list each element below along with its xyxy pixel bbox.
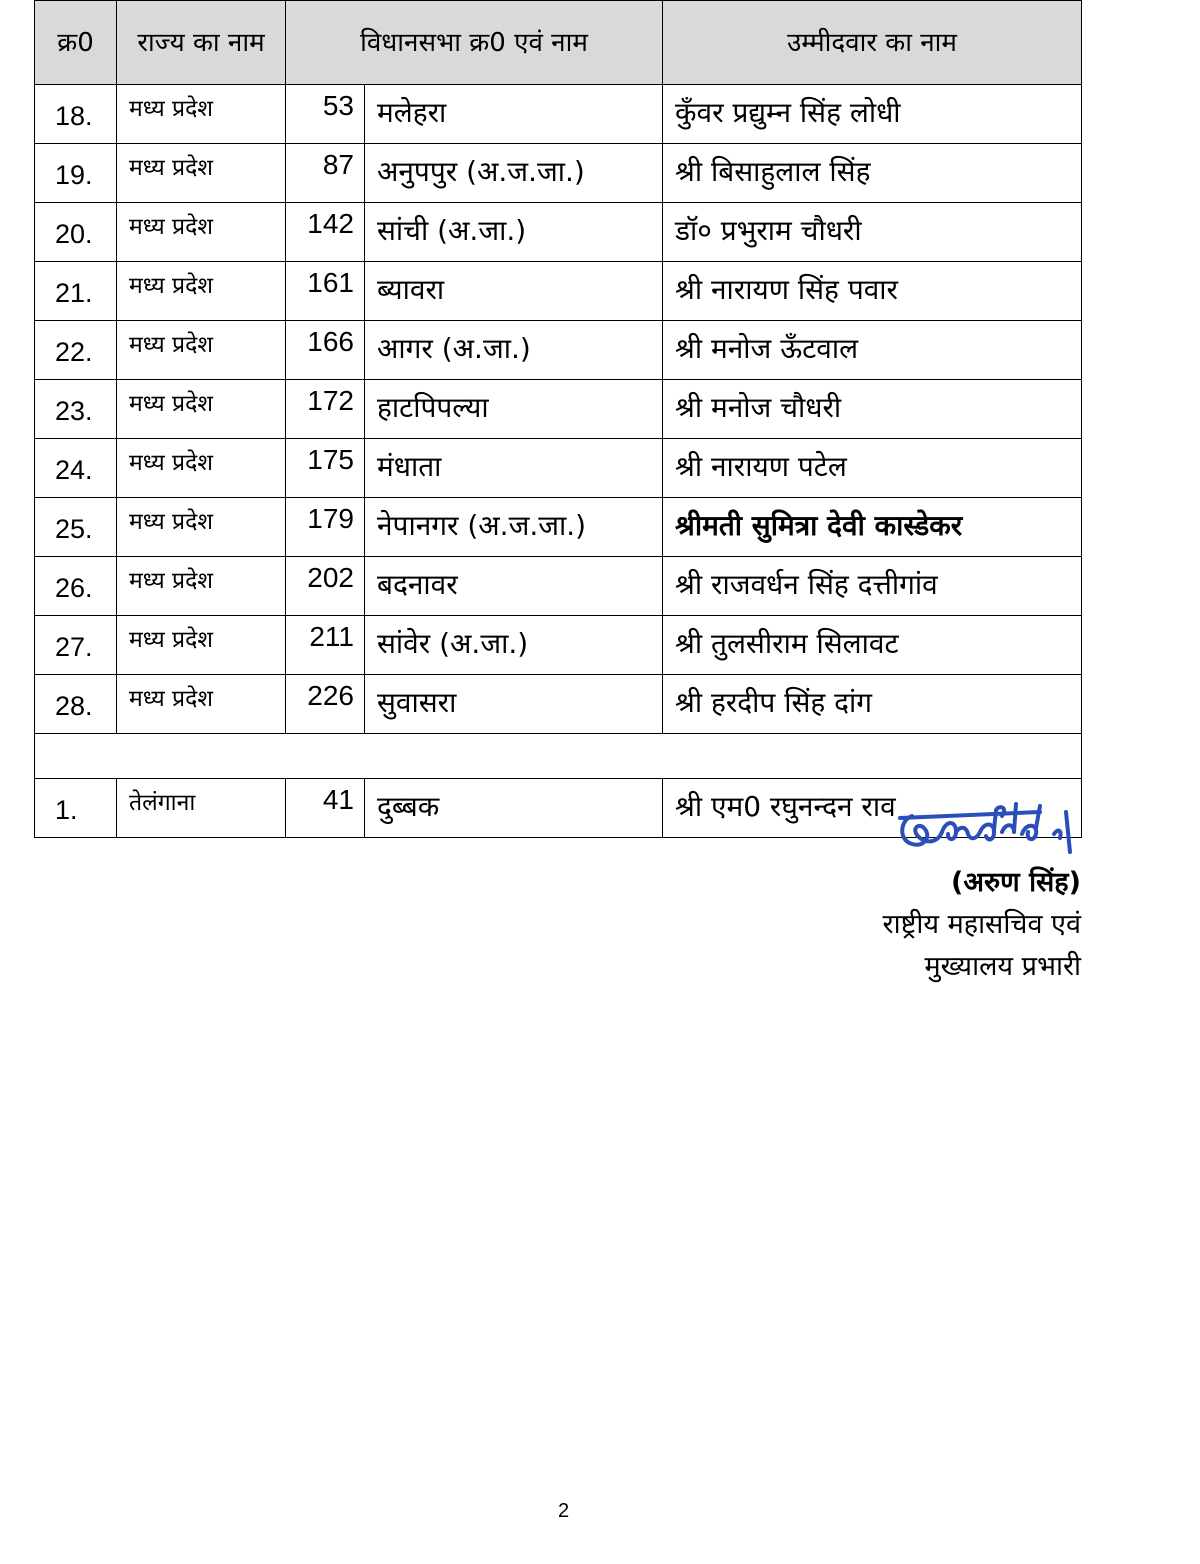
row-sr: 24. [35,439,117,498]
signatory-title-line1: राष्ट्रीय महासचिव एवं [882,909,1081,940]
signatory-block [883,862,1081,988]
row-candidate: श्रीमती सुमित्रा देवी कास्डेकर [663,498,1082,557]
row-ac-number: 211 [286,616,365,675]
signatory-title-line2: मुख्यालय प्रभारी [924,951,1081,982]
header-assembly: विधानसभा क्र0 एवं नाम [286,1,663,85]
row-candidate: श्री तुलसीराम सिलावट [663,616,1082,675]
row-state: मध्य प्रदेश [117,203,286,262]
table-row [35,675,1082,734]
row-state: मध्य प्रदेश [117,262,286,321]
row-state: मध्य प्रदेश [117,616,286,675]
row-ac-number: 226 [286,675,365,734]
row-state: मध्य प्रदेश [117,498,286,557]
signature-stroke [1054,812,1070,852]
table-row [35,498,1082,557]
row-ac-name: नेपानगर (अ.ज.जा.) [365,498,663,557]
row-ac-number: 41 [286,779,365,838]
row-ac-number: 202 [286,557,365,616]
table-row [35,203,1082,262]
table-header-row [35,1,1082,85]
spacer-cell [35,734,1082,779]
header-state: राज्य का नाम [117,1,286,85]
row-sr: 22. [35,321,117,380]
header-sr: क्र0 [35,1,117,85]
row-candidate: श्री मनोज ऊँटवाल [663,321,1082,380]
row-ac-name: अनुपपुर (अ.ज.जा.) [365,144,663,203]
row-ac-name: ब्यावरा [365,262,663,321]
row-sr: 28. [35,675,117,734]
row-ac-number: 175 [286,439,365,498]
header-candidate: उम्मीदवार का नाम [663,1,1082,85]
row-candidate: कुँवर प्रद्युम्न सिंह लोधी [663,85,1082,144]
table-row [35,616,1082,675]
row-state: मध्य प्रदेश [117,144,286,203]
row-state: तेलंगाना [117,779,286,838]
row-ac-number: 161 [286,262,365,321]
row-ac-name: मंधाता [365,439,663,498]
row-ac-name: बदनावर [365,557,663,616]
table-row [35,380,1082,439]
row-candidate: डॉ० प्रभुराम चौधरी [663,203,1082,262]
signature-stroke [942,823,980,839]
row-candidate: श्री मनोज चौधरी [663,380,1082,439]
table-spacer-row [35,734,1082,779]
table-row [35,144,1082,203]
row-sr: 18. [35,85,117,144]
row-ac-number: 166 [286,321,365,380]
row-ac-name: आगर (अ.जा.) [365,321,663,380]
row-candidate: श्री राजवर्धन सिंह दत्तीगांव [663,557,1082,616]
row-ac-name: हाटपिपल्या [365,380,663,439]
row-ac-number: 87 [286,144,365,203]
handwritten-signature [890,782,1100,868]
row-state: मध्य प्रदेश [117,380,286,439]
table-row [35,262,1082,321]
row-sr: 23. [35,380,117,439]
row-candidate: श्री नारायण पटेल [663,439,1082,498]
row-sr: 20. [35,203,117,262]
candidates-table [34,0,1082,838]
row-candidate: श्री एम0 रघुनन्दन राव [663,779,1082,838]
signature-stroke [902,816,942,845]
row-sr: 26. [35,557,117,616]
row-state: मध्य प्रदेश [117,557,286,616]
row-ac-name: दुब्बक [365,779,663,838]
table-row [35,439,1082,498]
row-sr: 21. [35,262,117,321]
row-ac-name: मलेहरा [365,85,663,144]
row-state: मध्य प्रदेश [117,439,286,498]
signatory-name: (अरुण सिंह) [951,867,1081,898]
row-ac-number: 172 [286,380,365,439]
row-sr: 1. [35,779,117,838]
table-row [35,321,1082,380]
row-candidate: श्री नारायण सिंह पवार [663,262,1082,321]
signature-stroke [900,812,1040,818]
table-row [35,85,1082,144]
row-state: मध्य प्रदेश [117,675,286,734]
row-ac-name: सुवासरा [365,675,663,734]
row-candidate: श्री हरदीप सिंह दांग [663,675,1082,734]
row-sr: 19. [35,144,117,203]
row-sr: 25. [35,498,117,557]
row-sr: 27. [35,616,117,675]
row-ac-number: 179 [286,498,365,557]
row-ac-number: 53 [286,85,365,144]
row-ac-name: सांवेर (अ.जा.) [365,616,663,675]
row-ac-number: 142 [286,203,365,262]
row-ac-name: सांची (अ.जा.) [365,203,663,262]
row-state: मध्य प्रदेश [117,85,286,144]
row-state: मध्य प्रदेश [117,321,286,380]
page-number: 2 [557,1500,570,1522]
row-candidate: श्री बिसाहुलाल सिंह [663,144,1082,203]
table-row [35,557,1082,616]
